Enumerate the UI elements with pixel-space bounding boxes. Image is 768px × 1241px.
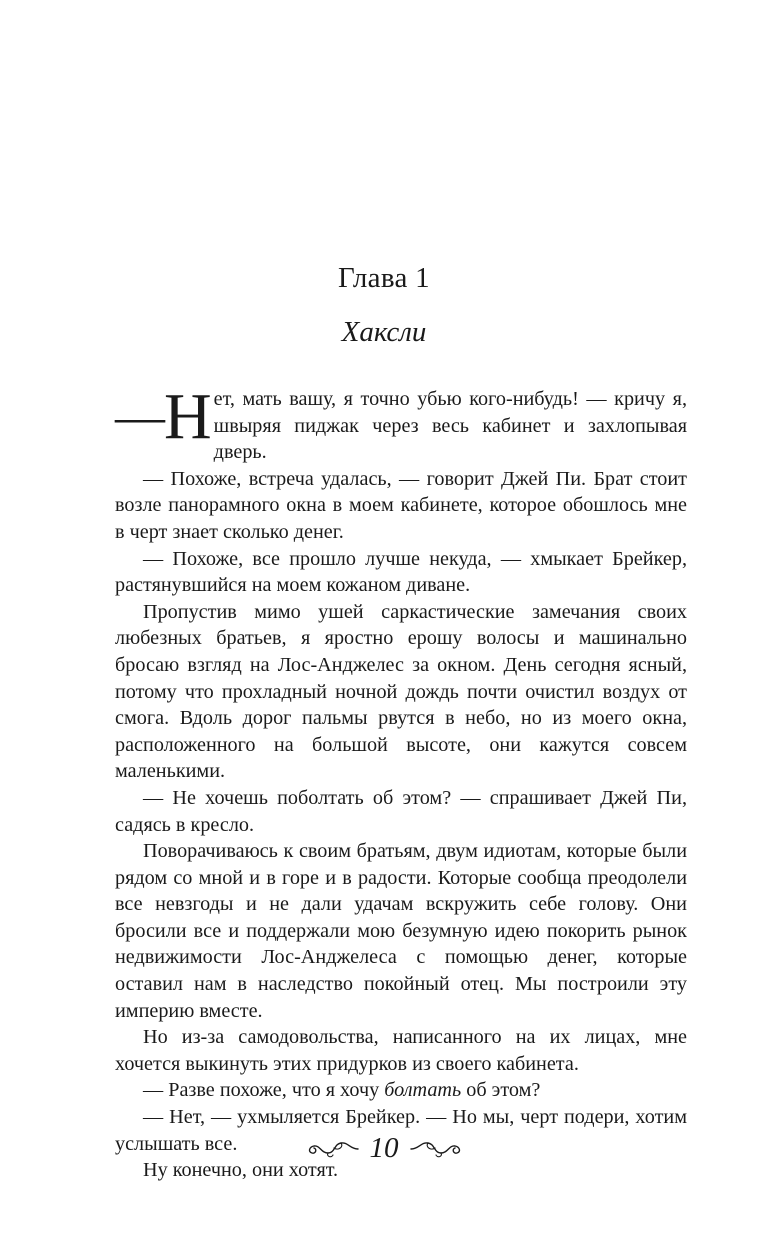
paragraph-text-after: об этом?: [461, 1079, 541, 1102]
emphasized-word: болтать: [384, 1079, 462, 1102]
paragraph-1: [115, 380, 687, 466]
paragraph-5: — Не хочешь поболтать об этом? — спрашивает Джей Пи, садясь в кресло.: [115, 786, 687, 836]
paragraph-4: Пропустив мимо ушей саркастические замечания своих любезных братьев, я яростно ерошу волосы и машинально бросаю взгляд на Лос-Анджелес за окном. День сегодня ясный, потому что прохладный ночной дождь почти очистил воздух от смога. Вдоль дорог пальмы рвутся в небо, но из моего окна, расположенного на большой высоте, они кажутся совсем маленькими.: [115, 600, 687, 783]
paragraph-3: — Похоже, все прошло лучше некуда, — хмыкает Брейкер, растянувшийся на моем кожаном диване.: [115, 547, 687, 597]
drop-cap-letter: Н: [164, 380, 212, 453]
chapter-title: Глава 1: [338, 262, 430, 294]
body-text: [115, 380, 687, 1184]
paragraph-2: — Похоже, встреча удалась, — говорит Джей Пи. Брат стоит возле панорамного окна в моем кабинете, которое обошлось мне в черт знает сколько денег.: [115, 467, 687, 543]
paragraph-10: Ну конечно, они хотят.: [143, 1159, 339, 1182]
paragraph-9: — Нет, — ухмыляется Брейкер. — Но мы, черт подери, хотим услышать все.: [115, 1106, 687, 1155]
paragraph-6: Поворачиваюсь к своим братьям, двум идиотам, которые были рядом со мной и в горе и в радости. Которые сообща преодолели все невзгоды и не дали удачам вскружить себе голову. Они бросили все и поддержали мою безумную идею покорить рынок недвижимости Лос-Анджелеса с помощью денег, которые оставил нам в наследство покойный отец. Мы построили эту империю вместе.: [115, 840, 687, 1022]
paragraph-text-before: — Разве похоже, что я хочу: [143, 1079, 385, 1102]
drop-cap-dash: —: [115, 388, 165, 444]
page-folio: [0, 1132, 768, 1165]
chapter-subtitle: Хаксли: [341, 316, 427, 348]
paragraph-8: [115, 1077, 687, 1104]
paragraph-text: ет, мать вашу, я точно убью кого-нибудь! — кричу я, швыряя пиджак через весь кабинет и захлопывая дверь.: [213, 388, 687, 464]
flourish-left-icon: [304, 1138, 360, 1160]
paragraph-7: Но из-за самодовольства, написанного на их лицах, мне хочется выкинуть этих придурков из своего кабинета.: [115, 1026, 687, 1075]
drop-cap: [115, 380, 212, 453]
flourish-right-icon: [409, 1138, 465, 1160]
page-number: 10: [369, 1132, 399, 1164]
